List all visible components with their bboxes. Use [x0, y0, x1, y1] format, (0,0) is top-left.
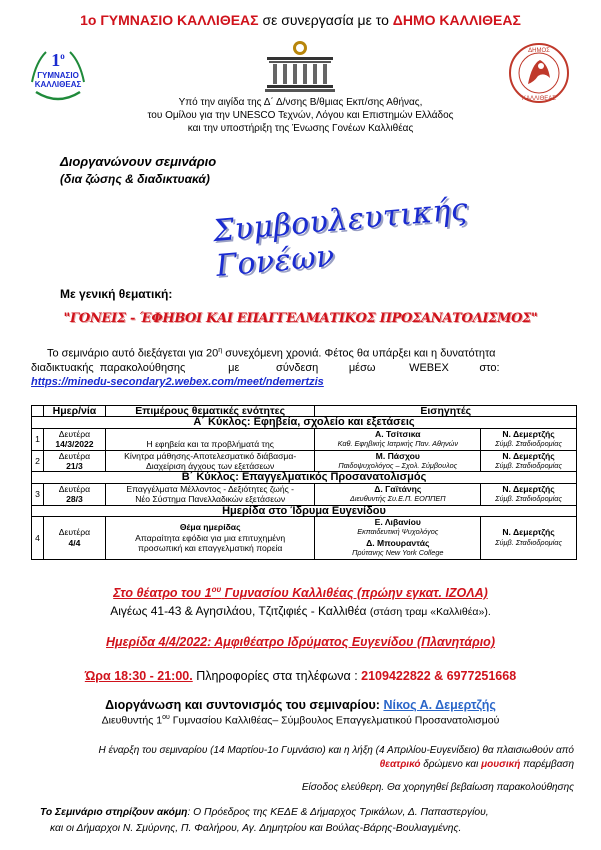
venue-title: Στο θέατρο του $1^{o\upsilon}$ Γυμνασίου Καλλιθέας (πρώην εγκατ. ΙΖΟΛΑ)	[113, 585, 488, 601]
time-info	[0, 669, 601, 683]
support-line: και οι Δήμαρχοι Ν. Σμύρνης, Π. Φαλήρου, Αγ. Δημητρίου και Βούλας-Βάρης-Βουλιαγμένης.	[50, 823, 462, 834]
speaker-cell: Δ. Γαϊτάνης Διευθυντής Συ.Ε.Π. ΕΟΠΠΕΠ	[315, 483, 481, 505]
row-number: 4	[32, 517, 44, 560]
cycle-heading: Α΄ Κύκλος: Εφηβεία, σχολείο και εξετάσεις	[32, 417, 577, 428]
header-cell: Εισηγητές	[315, 406, 577, 417]
date-cell: Δευτέρα 28/3	[43, 483, 105, 505]
header-cell: Ημερ/νία	[43, 406, 105, 417]
moderator-cell: Ν. Δεμερτζής Σύμβ. Σταδιοδρομίας	[481, 483, 577, 505]
cycle-heading: Ημερίδα στο Ίδρυμα Ευγενίδου	[32, 505, 577, 516]
school-logo-icon	[26, 42, 90, 106]
date-cell: Δευτέρα 21/3	[43, 450, 105, 472]
cycle-heading: Β΄ Κύκλος: Επαγγελματικός Προσανατολισμός	[32, 472, 577, 483]
topic-cell: Θέμα ημερίδας Απαραίτητα εφόδια για μια επιτυχημένη προσωπική και επαγγελματική πορεία	[105, 517, 315, 560]
webex-link[interactable]: https://minedu-secondary2.webex.com/meet/ndemertzis	[31, 375, 324, 388]
schedule-table	[31, 405, 577, 560]
theme-title: "ΓΟΝΕΙΣ - ΈΦΗΒΟΙ ΚΑΙ ΕΠΑΓΓΕΛΜΑΤΙΚΟΣ ΠΡΟΣΑΝΑΤΟΛΙΣΜΟΣ"	[63, 311, 538, 326]
seminar-title-text: Συμβουλευτικής Γονέων	[211, 191, 470, 284]
auspices-line: και την υποστήριξη της Ένωσης Γονέων Καλλιθέας	[187, 123, 414, 134]
phone-label: Πληροφορίες στα τηλέφωνα :	[192, 669, 362, 683]
auspices-text	[100, 96, 501, 135]
organizer-name: Νίκος Α. Δεμερτζής	[383, 698, 496, 712]
school-logo	[26, 42, 90, 106]
organizer: Διοργάνωση και συντονισμός του σεμιναρίου: Νίκος Α. Δεμερτζής	[105, 698, 496, 712]
support	[40, 805, 574, 837]
description	[31, 344, 577, 389]
notes-line: θεατρικό δρώμενο και μουσική παρέμβαση	[379, 759, 574, 770]
seal-icon	[508, 42, 570, 104]
speaker-cell: Α. Τσίτσικα Καθ. Εφηβικής Ιατρικής Παν. Αθηνών	[315, 428, 481, 450]
theme-label: Με γενική θεματική:	[60, 287, 173, 301]
header-with: σε συνεργασία με το	[258, 12, 393, 28]
row-number: 1	[32, 428, 44, 450]
day-event: Ημερίδα 4/4/2022: Αμφιθέατρο Ιδρύματος Ευγενίδου (Πλανητάριο)	[106, 635, 495, 649]
unesco-logo	[264, 37, 336, 95]
topic-cell: Επαγγέλματα Μέλλοντος - Δεξιότητες ζωής - Νέο Σύστημα Πανελλαδικών εξετάσεων	[105, 483, 315, 505]
notes-line: Η έναρξη του σεμιναρίου (14 Μαρτίου-1ο Γυμνάσιο) και η λήξη (4 Απριλίου-Ευγενίδειο) θα πλαισιωθούν από	[98, 745, 574, 756]
moderator-cell: Ν. Δεμερτζής Σύμβ. Σταδιοδρομίας	[481, 428, 577, 450]
date-cell: Δευτέρα 14/3/2022	[43, 428, 105, 450]
moderator-cell: Ν. Δεμερτζής Σύμβ. Σταδιοδρομίας	[481, 450, 577, 472]
date-cell: Δευτέρα 4/4	[43, 517, 105, 560]
table-header-row	[32, 406, 577, 417]
auspices-line: Υπό την αιγίδα της Δ΄ Δ/νσης Β/θμιας Εκπ/σης Αθήνας,	[178, 97, 423, 108]
moderator-cell: Ν. Δεμερτζής Σύμβ. Σταδιοδρομίας	[481, 517, 577, 560]
school-name: 1ο ΓΥΜΝΑΣΙΟ ΚΑΛΛΙΘΕΑΣ	[80, 12, 259, 28]
table-row	[32, 428, 577, 450]
svg-text:ΚΑΛΛΙΘΕΑΣ: ΚΑΛΛΙΘΕΑΣ	[34, 80, 82, 89]
svg-text:ΓΥΜΝΑΣΙΟ: ΓΥΜΝΑΣΙΟ	[37, 71, 79, 80]
intro-organize: Διοργανώνουν σεμινάριο	[60, 154, 217, 169]
organizer-role: Διευθυντής $1^{o\upsilon}$ Γυμνασίου Καλλιθέας– Σύμβουλος Επαγγελματικού Προσανατολισμού	[101, 714, 500, 727]
venue-address: Αιγέως 41-43 & Αγησιλάου, Τζιτζιφιές - Καλλιθέα (στάση τραμ «Καλλιθέα»).	[110, 604, 491, 618]
phone-numbers: 2109422822 & 6977251668	[361, 669, 517, 683]
temple-icon	[264, 37, 336, 95]
notes-line: Είσοδος ελεύθερη. Θα χορηγηθεί βεβαίωση παρακολούθησης	[301, 782, 574, 793]
topic-cell: Κίνητρα μάθησης-Αποτελεσματικό διάβασμα- Διαχείριση άγχους των εξετάσεων	[105, 450, 315, 472]
svg-text:ΚΑΛΛΙΘΕΑΣ: ΚΑΛΛΙΘΕΑΣ	[521, 96, 557, 102]
header-cell: Επιμέρους θεματικές ενότητες	[105, 406, 315, 417]
row-number: 2	[32, 450, 44, 472]
speaker-cell: Ε. Λιβανίου Εκπαιδευτική Ψυχολόγος Δ. Μπουραντάς Πρύτανης New York College	[315, 517, 481, 560]
table-row	[32, 450, 577, 472]
seminar-title	[211, 186, 541, 284]
description-line: διαδικτυακής παρακολούθησης με σύνδεση μέσω WEBEX στο:	[31, 361, 500, 374]
topic-cell: Η εφηβεία και τα προβλήματά της	[105, 428, 315, 450]
svg-text:ΔΗΜΟΣ: ΔΗΜΟΣ	[528, 48, 550, 54]
row-number: 3	[32, 483, 44, 505]
municipality-name: ΔΗΜΟ ΚΑΛΛΙΘΕΑΣ	[392, 12, 521, 28]
speaker-cell: Μ. Πάσχου Παιδοψυχολόγος – Σχολ. Σύμβουλος	[315, 450, 481, 472]
intro-format: (δια ζώσης & διαδικτυακά)	[60, 172, 210, 186]
support-line: Το Σεμινάριο στηρίζουν ακόμη: Ο Πρόεδρος της ΚΕΔΕ & Δήμαρχος Τρικάλων, Δ. Παπαστεργίου,	[40, 807, 489, 818]
table-row	[32, 517, 577, 560]
header-line	[0, 12, 601, 28]
notes	[30, 744, 574, 795]
municipality-seal	[508, 42, 570, 104]
description-line: Το σεμινάριο αυτό διεξάγεται για $20^\eta$ συνεχόμενη χρονιά. Φέτος θα υπάρξει και η δυνατότητα	[47, 347, 496, 360]
time-hours: Ώρα 18:30 - 21:00.	[84, 669, 193, 683]
auspices-line: του Ομίλου για την UNESCO Τεχνών, Λόγου και Επιστημών Ελλάδος	[147, 110, 454, 121]
header-cell	[32, 406, 44, 417]
svg-text:1ο: $1^o$	[51, 50, 65, 70]
table-row	[32, 483, 577, 505]
